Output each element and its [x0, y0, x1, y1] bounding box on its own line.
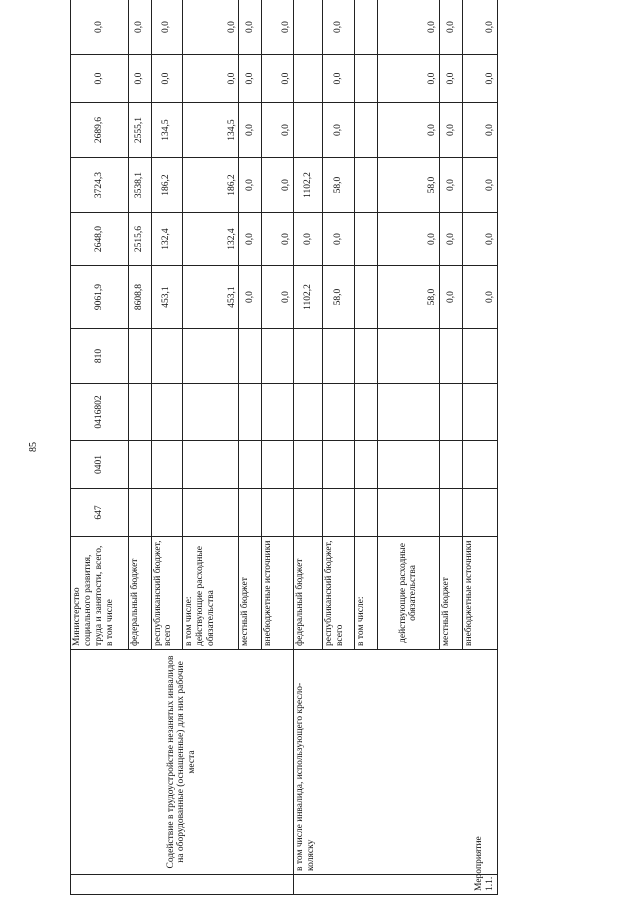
value-cell: 0,0: [239, 103, 262, 158]
value-cell: 58,0: [377, 266, 440, 329]
expense-type-code: [262, 329, 293, 384]
section-code: [262, 441, 293, 489]
value-cell: 0,0: [239, 55, 262, 103]
grbs-code: 647: [71, 489, 129, 537]
section-code: [323, 441, 354, 489]
value-cell: 2515,6: [128, 213, 151, 266]
value-cell: 0,0: [239, 266, 262, 329]
value-cell: 0,0: [262, 103, 293, 158]
section-code: [377, 441, 440, 489]
value-cell: 0,0: [262, 213, 293, 266]
expense-type-code: [377, 329, 440, 384]
target-article-code: [377, 384, 440, 441]
target-article-code: [323, 384, 354, 441]
budget-table-rotated: [70, 21, 498, 895]
grbs-code: [151, 489, 182, 537]
value-cell: [293, 55, 322, 103]
value-cell: 0,0: [128, 0, 151, 55]
value-cell: 0,0: [377, 55, 440, 103]
section-code: [151, 441, 182, 489]
value-cell: [354, 55, 377, 103]
target-article-code: [440, 384, 463, 441]
value-cell: 132,4: [182, 213, 239, 266]
value-cell: 0,0: [239, 213, 262, 266]
value-cell: 453,1: [151, 266, 182, 329]
value-cell: 0,0: [440, 158, 463, 213]
funding-source: местный бюджет: [440, 537, 463, 650]
activity-description: Содействие в трудоустройстве незанятых инвалидов на оборудованные (оснащенные) для них рабочие места: [71, 650, 294, 875]
section-code: 0401: [71, 441, 129, 489]
expense-type-code: [354, 329, 377, 384]
value-cell: 186,2: [151, 158, 182, 213]
value-cell: [354, 266, 377, 329]
value-cell: 0,0: [463, 266, 498, 329]
section-code: [239, 441, 262, 489]
expense-type-code: [151, 329, 182, 384]
value-cell: 0,0: [151, 0, 182, 55]
value-cell: 0,0: [182, 0, 239, 55]
value-cell: [354, 213, 377, 266]
value-cell: 132,4: [151, 213, 182, 266]
grbs-code: [239, 489, 262, 537]
value-cell: 2555,1: [128, 103, 151, 158]
value-cell: 0,0: [463, 158, 498, 213]
value-cell: 0,0: [262, 55, 293, 103]
value-cell: 3724,3: [71, 158, 129, 213]
value-cell: 0,0: [440, 103, 463, 158]
grbs-code: [323, 489, 354, 537]
section-code: [440, 441, 463, 489]
value-cell: 453,1: [182, 266, 239, 329]
activity-sub-description: в том числе инвалида, использующего кресло-коляску: [293, 650, 497, 875]
expense-type-code: [128, 329, 151, 384]
value-cell: 8608,8: [128, 266, 151, 329]
expense-type-code: [440, 329, 463, 384]
page-number: 85: [28, 442, 39, 452]
value-cell: 9061,9: [71, 266, 129, 329]
grbs-code: [463, 489, 498, 537]
target-article-code: [151, 384, 182, 441]
value-cell: 0,0: [239, 158, 262, 213]
value-cell: 0,0: [262, 0, 293, 55]
value-cell: 0,0: [182, 55, 239, 103]
target-article-code: [354, 384, 377, 441]
section-code: [354, 441, 377, 489]
grbs-code: [354, 489, 377, 537]
funding-source: федеральный бюджет: [128, 537, 151, 650]
value-cell: 2648,0: [71, 213, 129, 266]
value-cell: 3538,1: [128, 158, 151, 213]
value-cell: 0,0: [323, 103, 354, 158]
value-cell: 2689,6: [71, 103, 129, 158]
value-cell: 0,0: [239, 0, 262, 55]
value-cell: 0,0: [463, 0, 498, 55]
expense-type-code: [182, 329, 239, 384]
funding-source: внебюджетные источники: [262, 537, 293, 650]
funding-source: действующие расходные обязательства: [377, 537, 440, 650]
expense-type-code: 810: [71, 329, 129, 384]
target-article-code: [128, 384, 151, 441]
funding-source: федеральный бюджет: [293, 537, 322, 650]
funding-source: республиканский бюджет, всего: [323, 537, 354, 650]
table-row: [293, 0, 322, 895]
value-cell: [293, 103, 322, 158]
value-cell: 0,0: [323, 55, 354, 103]
value-cell: 58,0: [323, 266, 354, 329]
funding-source: внебюджетные источники: [463, 537, 498, 650]
grbs-code: [182, 489, 239, 537]
target-article-code: [262, 384, 293, 441]
grbs-code: [377, 489, 440, 537]
funding-source: местный бюджет: [239, 537, 262, 650]
value-cell: 0,0: [440, 266, 463, 329]
expense-type-code: [323, 329, 354, 384]
target-article-code: [293, 384, 322, 441]
value-cell: 0,0: [463, 103, 498, 158]
target-article-code: [239, 384, 262, 441]
value-cell: 0,0: [377, 213, 440, 266]
value-cell: 0,0: [71, 55, 129, 103]
value-cell: 0,0: [323, 213, 354, 266]
value-cell: 58,0: [323, 158, 354, 213]
value-cell: [354, 0, 377, 55]
value-cell: 0,0: [293, 213, 322, 266]
value-cell: 1102,2: [293, 266, 322, 329]
value-cell: 0,0: [262, 266, 293, 329]
value-cell: 0,0: [463, 213, 498, 266]
target-article-code: [182, 384, 239, 441]
expense-type-code: [293, 329, 322, 384]
value-cell: 0,0: [151, 55, 182, 103]
value-cell: 0,0: [440, 55, 463, 103]
grbs-code: [128, 489, 151, 537]
value-cell: [354, 103, 377, 158]
value-cell: [354, 158, 377, 213]
target-article-code: [463, 384, 498, 441]
value-cell: 186,2: [182, 158, 239, 213]
grbs-code: [293, 489, 322, 537]
table-row: [71, 0, 129, 895]
value-cell: 58,0: [377, 158, 440, 213]
section-code: [128, 441, 151, 489]
value-cell: 0,0: [128, 55, 151, 103]
section-code: [293, 441, 322, 489]
funding-source: в том числе:: [354, 537, 377, 650]
expense-type-code: [463, 329, 498, 384]
value-cell: 0,0: [71, 0, 129, 55]
activity-label: Мероприятие 1.1.: [293, 875, 497, 895]
value-cell: 134,5: [151, 103, 182, 158]
value-cell: 0,0: [377, 0, 440, 55]
section-code: [463, 441, 498, 489]
value-cell: 0,0: [323, 0, 354, 55]
funding-source: Министерство социального развития, труда и занятости, всего, в том числе: [71, 537, 129, 650]
grbs-code: [262, 489, 293, 537]
target-article-code: 0416802: [71, 384, 129, 441]
value-cell: 1102,2: [293, 158, 322, 213]
value-cell: 0,0: [377, 103, 440, 158]
expense-type-code: [239, 329, 262, 384]
value-cell: 0,0: [440, 0, 463, 55]
section-code: [182, 441, 239, 489]
funding-source: в том числе: действующие расходные обязательства: [182, 537, 239, 650]
empty-cell: [71, 875, 294, 895]
value-cell: 134,5: [182, 103, 239, 158]
value-cell: 0,0: [440, 213, 463, 266]
value-cell: 0,0: [262, 158, 293, 213]
grbs-code: [440, 489, 463, 537]
value-cell: 0,0: [463, 55, 498, 103]
funding-source: республиканский бюджет, всего: [151, 537, 182, 650]
budget-table: [70, 0, 498, 895]
value-cell: [293, 0, 322, 55]
